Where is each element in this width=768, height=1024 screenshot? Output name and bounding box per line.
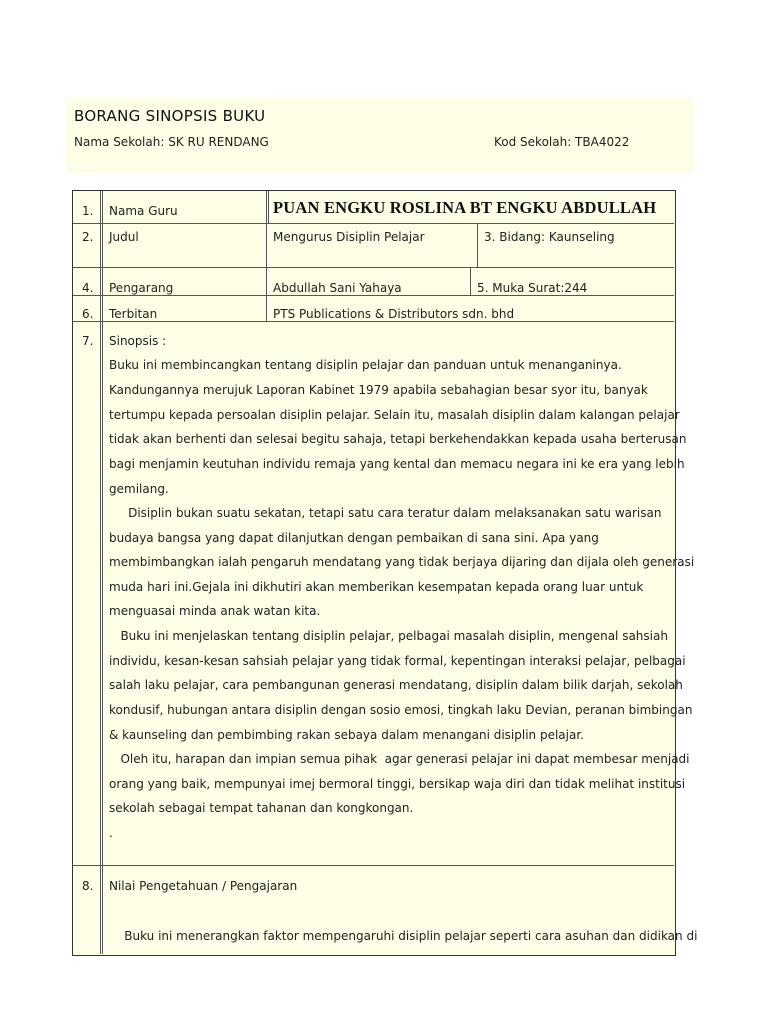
- row-divider: [73, 267, 674, 268]
- row-divider: [73, 865, 674, 866]
- synopsis-line: & kaunseling dan pembimbing rakan sebaya dalam menangani disiplin pelajar.: [109, 728, 584, 742]
- synopsis-line: membimbangkan ialah pengaruh mendatang yang tidak berjaya dijaring dan dijala oleh generasi: [109, 555, 695, 569]
- row-number: 2.: [82, 230, 94, 244]
- teacher-name-label: Nama Guru: [109, 204, 178, 218]
- synopsis-form-table: [72, 190, 698, 956]
- publisher-label: Terbitan: [109, 307, 158, 321]
- author-value: Abdullah Sani Yahaya: [273, 281, 402, 295]
- form-title: BORANG SINOPSIS BUKU: [74, 107, 266, 125]
- label-column-divider: [268, 191, 269, 223]
- value-column-divider: [477, 223, 478, 267]
- synopsis-line: salah laku pelajar, cara pembangunan generasi mendatang, disiplin dalam bilik darjah, sekolah: [109, 678, 683, 692]
- synopsis-line: kondusif, hubungan antara disiplin dengan sosio emosi, tingkah laku Devian, peranan bimbingan: [109, 703, 693, 717]
- synopsis-line: individu, kesan-kesan sahsiah pelajar yang tidak formal, kepentingan interaksi pelajar, pelbagai: [109, 654, 686, 668]
- publisher-value: PTS Publications & Distributors sdn. bhd: [273, 307, 515, 321]
- label-column-divider: [266, 191, 267, 321]
- row-number: 1.: [82, 204, 94, 218]
- row-number: 8.: [82, 879, 94, 893]
- synopsis-line: muda hari ini.Gejala ini dikhutiri akan memberikan kesempatan kepada orang luar untuk: [109, 580, 644, 594]
- synopsis-line: Kandungannya merujuk Laporan Kabinet 1979 apabila sebahagian besar syor itu, banyak: [109, 383, 648, 397]
- synopsis-label: Sinopsis :: [109, 334, 167, 348]
- field-value: 3. Bidang: Kaunseling: [484, 230, 615, 244]
- value-column-divider: [470, 267, 471, 295]
- synopsis-line: Oleh itu, harapan dan impian semua pihak agar generasi pelajar ini dapat membesar menjadi: [109, 752, 690, 766]
- row-number: 7.: [82, 334, 94, 348]
- lesson-value-label: Nilai Pengetahuan / Pengajaran: [109, 879, 298, 893]
- row-divider: [73, 295, 674, 296]
- teacher-name-value: PUAN ENGKU ROSLINA BT ENGKU ABDULLAH: [273, 198, 657, 217]
- synopsis-line: Disiplin bukan suatu sekatan, tetapi satu cara teratur dalam melaksanakan satu warisan: [109, 506, 662, 520]
- number-column-divider: [100, 191, 101, 954]
- row-number: 4.: [82, 281, 94, 295]
- author-label: Pengarang: [109, 281, 174, 295]
- synopsis-line: tidak akan berhenti dan selesai begitu sahaja, tetapi berkehendakkan kepada usaha berterusan: [109, 432, 687, 446]
- row-divider: [73, 223, 674, 224]
- school-name: Nama Sekolah: SK RU RENDANG: [74, 135, 269, 149]
- synopsis-line: tertumpu kepada persoalan disiplin pelajar. Selain itu, masalah disiplin dalam kalangan pelajar: [109, 408, 680, 422]
- synopsis-line: budaya bangsa yang dapat dilanjutkan dengan pembaikan di sana sini. Apa yang: [109, 531, 599, 545]
- lesson-value-text: Buku ini menerangkan faktor mempengaruhi disiplin pelajar seperti cara asuhan dan didikan di: [109, 929, 698, 943]
- title-label: Judul: [109, 230, 139, 244]
- row-divider: [73, 321, 674, 322]
- synopsis-line: .: [109, 826, 113, 840]
- page-count-value: 5. Muka Surat:244: [477, 281, 588, 295]
- synopsis-line: sekolah sebagai tempat tahanan dan kongkongan.: [109, 801, 414, 815]
- synopsis-line: menguasai minda anak watan kita.: [109, 604, 321, 618]
- form-header: [66, 98, 694, 173]
- number-column-divider: [102, 191, 103, 954]
- synopsis-line: gemilang.: [109, 482, 169, 496]
- school-code: Kod Sekolah: TBA4022: [494, 135, 630, 149]
- synopsis-line: bagi menjamin keutuhan individu remaja yang kental dan memacu negara ini ke era yang lebih: [109, 457, 685, 471]
- title-value: Mengurus Disiplin Pelajar: [273, 230, 425, 244]
- synopsis-line: Buku ini menjelaskan tentang disiplin pelajar, pelbagai masalah disiplin, mengenal sahsiah: [109, 629, 668, 643]
- synopsis-line: orang yang baik, mempunyai imej bermoral tinggi, bersikap waja diri dan tidak melihat institusi: [109, 777, 686, 791]
- synopsis-line: Buku ini membincangkan tentang disiplin pelajar dan panduan untuk menanganinya.: [109, 358, 622, 372]
- row-number: 6.: [82, 307, 94, 321]
